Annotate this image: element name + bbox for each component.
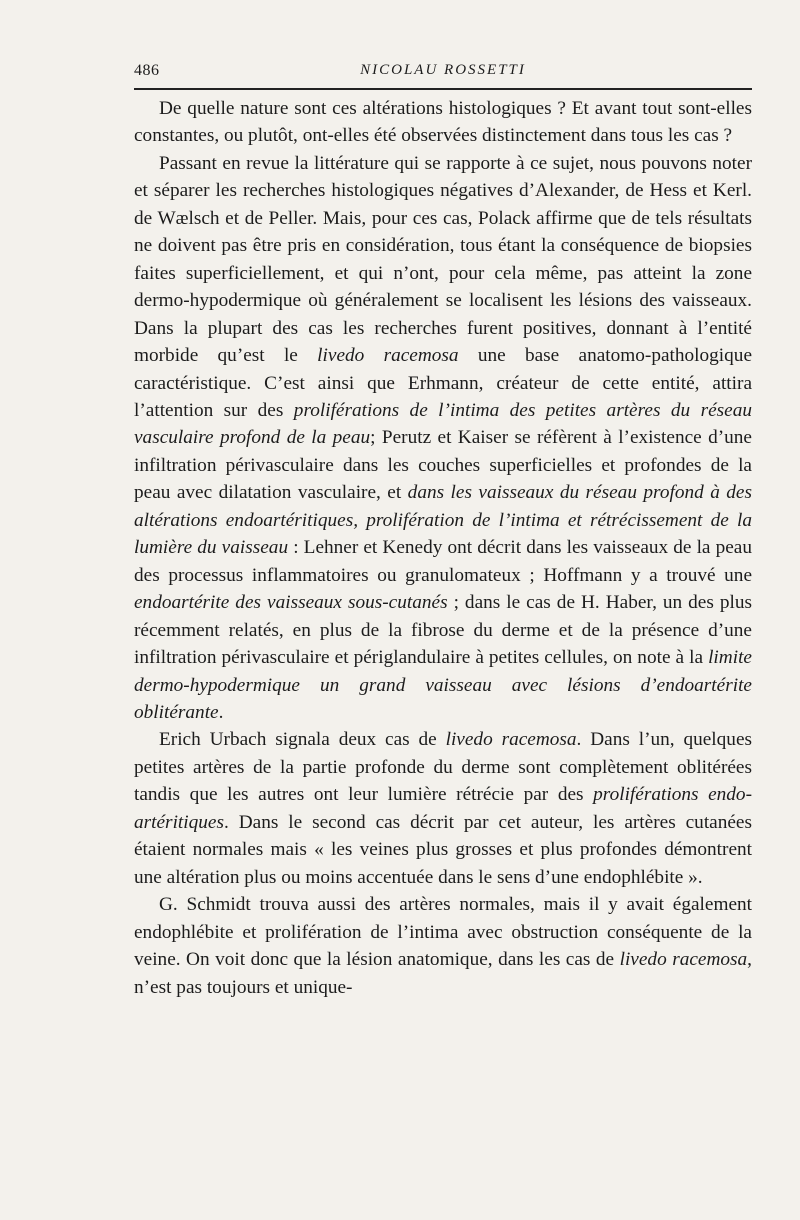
body-text bbox=[134, 95, 752, 1001]
italic-text-run: proliférations de l’intima des petites artères du réseau vasculaire profond de la peau bbox=[134, 399, 752, 449]
text-run: Erich Urbach signala deux cas de bbox=[159, 729, 446, 751]
text-run: ; Perutz et Kaiser se réfèrent à l’existence d’une infiltration périvasculaire dans les couches superficielles et profondes de la peau avec dilatation vasculaire, et bbox=[134, 427, 752, 504]
running-title: NICOLAU ROSSETTI bbox=[360, 62, 526, 78]
book-page bbox=[134, 58, 752, 998]
text-run: : Lehner et Kenedy ont décrit dans les vaisseaux de la peau des processus inflammatoires ou granulomateux ; Hoffmann y a trouvé une bbox=[134, 537, 752, 586]
text-run: une base anatomo-pathologique caractéristique. C’est ainsi que Erhmann, créateur de cette entité, attira l’attention sur des bbox=[134, 345, 752, 421]
italic-text-run: livedo racemosa bbox=[619, 949, 748, 971]
italic-text-run: proliférations endo-artéritiques bbox=[134, 784, 752, 833]
text-run: . bbox=[218, 701, 224, 723]
text-run: . Dans le second cas décrit par cet auteur, les artères cutanées étaient normales mais « les veines plus grosses et plus profondes démontrent une altération plus ou moins accentuée dans le sens d’une endophlébite ». bbox=[134, 811, 752, 888]
text-run: . Dans l’un, quelques petites artères de la partie profonde du derme sont complètement oblitérées tandis que les autres ont leur lumière rétrécie par des bbox=[134, 729, 752, 806]
header-rule bbox=[134, 88, 752, 90]
page-header bbox=[134, 58, 752, 86]
paragraph bbox=[134, 95, 752, 150]
paragraph bbox=[134, 150, 752, 727]
paragraph bbox=[134, 726, 752, 891]
italic-text-run: livedo racemosa bbox=[317, 345, 459, 367]
page-number: 486 bbox=[134, 62, 160, 79]
italic-text-run: dans les vaisseaux du réseau profond à des altérations endoartéritiques, prolifération de l’intima et rétrécissement de la lumière du vaisseau bbox=[134, 482, 752, 559]
paragraph bbox=[134, 891, 752, 1001]
italic-text-run: limite dermo-hypodermique un grand vaisseau avec lésions d’endoartérite oblitérante bbox=[134, 647, 752, 723]
italic-text-run: endoartérite des vaisseaux sous-cutanés bbox=[134, 592, 448, 614]
text-run: , n’est pas toujours et unique- bbox=[134, 949, 752, 998]
text-run: Passant en revue la littérature qui se rapporte à ce sujet, nous pouvons noter et séparer les recherches histologiques négatives d’Alexander, de Hess et Kerl. de Wælsch et de Peller. Mais, pour ces cas, Polack affirme que de tels résultats ne doivent pas être pris en considération, tous étant la conséquence de biopsies faites superficiellement, et qui n’ont, pour cela même, pas atteint la zone dermo-hypodermique où généralement se localisent les lésions des vaisseaux. Dans la plupart des cas les recherches furent positives, donnant à l’entité morbide qu’est le bbox=[134, 152, 752, 367]
text-run: De quelle nature sont ces altérations histologiques ? Et avant tout sont-elles constantes, ou plutôt, ont-elles été observées distinctement dans tous les cas ? bbox=[134, 98, 752, 147]
italic-text-run: livedo racemosa bbox=[445, 729, 577, 751]
text-run: G. Schmidt trouva aussi des artères normales, mais il y avait également endophlébite et prolifération de l’intima avec obstruction conséquente de la veine. On voit donc que la lésion anatomique, dans les cas de bbox=[134, 894, 752, 971]
text-run: ; dans le cas de H. Haber, un des plus récemment relatés, en plus de la fibrose du derme et de la présence d’une infiltration périvasculaire et périglandulaire à petites cellules, on note à la bbox=[134, 592, 752, 669]
